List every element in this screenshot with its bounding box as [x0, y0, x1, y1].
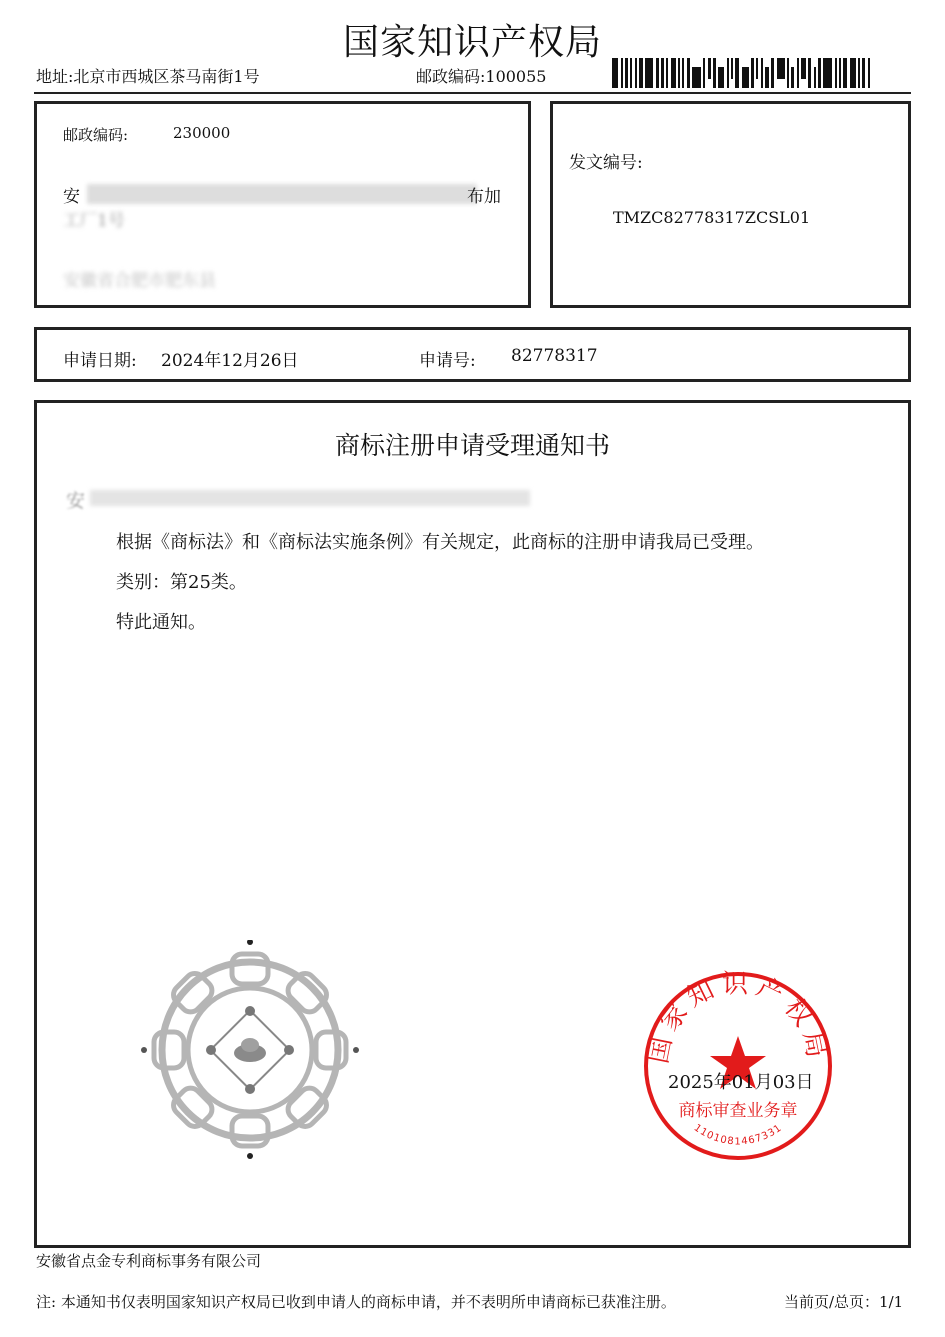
barcode-bar [612, 58, 618, 88]
official-seal [640, 968, 836, 1164]
barcode-bar [731, 58, 733, 79]
barcode-bar [656, 58, 659, 88]
barcode-bar [678, 58, 680, 88]
barcode-bar [808, 58, 811, 88]
seal-arc-text: 国家知识产权局 [643, 969, 833, 1067]
barcode-bar [801, 58, 806, 79]
redaction-block [87, 184, 477, 204]
doc-number-box [550, 101, 911, 308]
footer-note: 注: 本通知书仅表明国家知识产权局已收到申请人的商标申请，并不表明所申请商标已获准注册。 [36, 1293, 676, 1311]
agent-name: 安徽省点金专利商标事务有限公司 [36, 1252, 262, 1270]
barcode-bar [625, 58, 628, 88]
barcode-bar [703, 58, 705, 88]
addressee-redaction [90, 490, 530, 506]
barcode-bar [682, 58, 684, 88]
svg-text:1101081467331 [692, 1122, 785, 1147]
barcode-bar [661, 58, 664, 88]
notice-line-1: 根据《商标法》和《商标法实施条例》有关规定，此商标的注册申请我局已受理。 [116, 532, 764, 553]
barcode-bar [787, 58, 789, 88]
agency-title: 国家知识产权局 [342, 22, 602, 63]
application-number-label: 申请号: [419, 351, 476, 371]
notice-date: 2025年01月03日 [668, 1072, 814, 1093]
notice-title: 商标注册申请受理通知书 [334, 431, 610, 460]
barcode-bar [777, 58, 785, 79]
barcode-bar [765, 67, 769, 88]
agency-postcode: 邮政编码:100055 [416, 67, 547, 86]
barcode-bar [639, 58, 643, 88]
barcode-bar [692, 67, 701, 88]
recipient-name: 安徽省合肥市肥东县 [63, 271, 216, 291]
barcode-bar [818, 58, 821, 88]
notice-addressee: 安 [66, 490, 86, 512]
recipient-address-start: 安 [63, 187, 80, 207]
barcode-bar [862, 58, 865, 88]
barcode-bar [850, 58, 856, 88]
barcode-bar [713, 58, 716, 88]
barcode-bar [718, 67, 724, 88]
seal-bottom-text: 商标审查业务章 [678, 1101, 798, 1121]
barcode-bar [761, 58, 763, 88]
recipient-address-line2: 工厂1号 [63, 211, 125, 231]
barcode-bar [835, 58, 837, 88]
barcode-bar [645, 58, 653, 88]
emblem-petal [284, 969, 331, 1016]
recipient-address-end: 布加 [467, 187, 501, 207]
barcode-bar [671, 58, 676, 88]
doc-number-value: TMZC82778317ZCSL01 [613, 208, 811, 227]
barcode-bar [839, 58, 841, 88]
recipient-box [34, 101, 531, 308]
application-number: 82778317 [511, 346, 598, 366]
recipient-postcode: 230000 [173, 124, 231, 142]
barcode-bar [858, 58, 860, 88]
emblem-petal [284, 1084, 331, 1131]
barcode-bar [771, 58, 774, 88]
emblem-petal [169, 1084, 216, 1131]
notice-line-2: 类别：第25类。 [116, 572, 247, 593]
barcode-bar [727, 58, 729, 88]
barcode-bar [666, 58, 668, 88]
barcode-bar [868, 58, 870, 88]
seal-serial: 1101081467331 [691, 1122, 785, 1148]
barcode-bar [791, 67, 794, 88]
application-box [34, 327, 911, 382]
emblem-watermark [140, 940, 360, 1160]
notice-line-3: 特此通知。 [116, 612, 206, 633]
barcode-bar [742, 67, 749, 88]
barcode-bar [843, 58, 847, 88]
recipient-postcode-label: 邮政编码: [63, 126, 129, 144]
barcode-bar [635, 58, 637, 88]
header-divider [34, 92, 911, 94]
barcode-bar [735, 58, 739, 88]
barcode-bar [823, 58, 832, 88]
barcode-bar [756, 58, 758, 79]
page-indicator: 当前页/总页：1/1 [784, 1293, 904, 1311]
barcode-bar [630, 58, 632, 88]
barcode-bar [814, 67, 816, 88]
barcode-bar [708, 58, 711, 79]
agency-address: 地址:北京市西城区茶马南街1号 [36, 67, 260, 86]
application-date-label: 申请日期: [63, 351, 137, 371]
application-date: 2024年12月26日 [161, 351, 299, 371]
barcode-bar [621, 58, 623, 88]
barcode-bar [797, 58, 799, 88]
barcode-bar [687, 58, 690, 88]
barcode-bar [751, 58, 754, 88]
emblem-petal [169, 969, 216, 1016]
barcode [612, 58, 904, 88]
doc-number-label: 发文编号: [569, 153, 643, 173]
